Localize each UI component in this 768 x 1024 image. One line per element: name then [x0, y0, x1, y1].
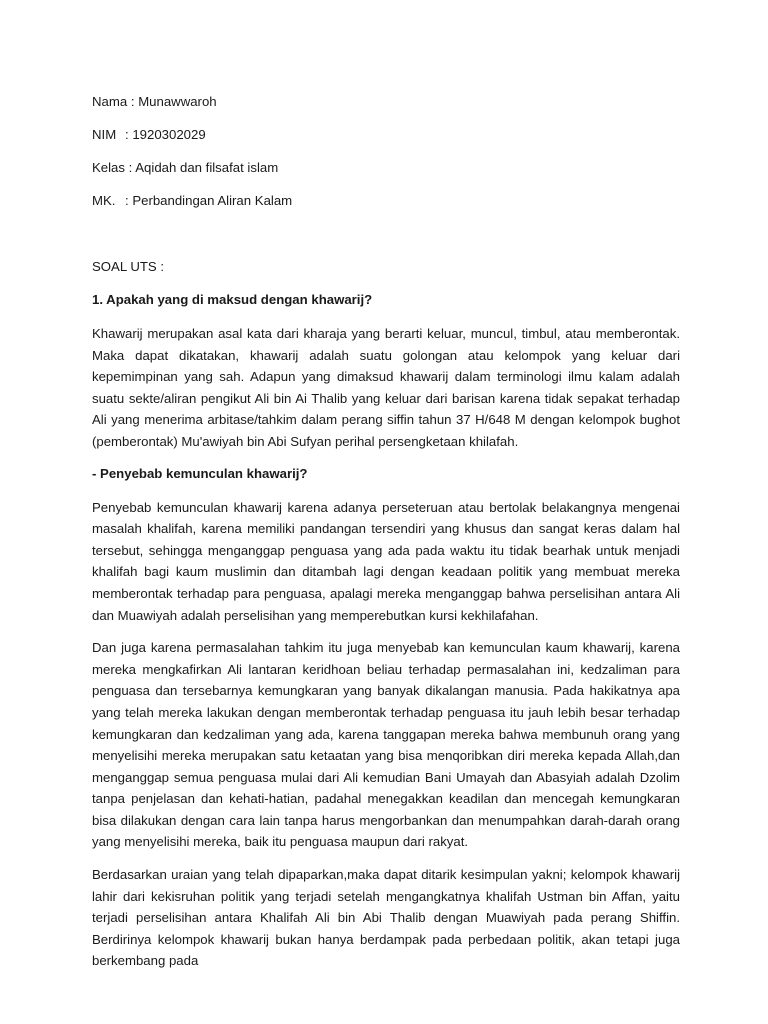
mk-label: MK.	[92, 193, 116, 208]
body-paragraph: Penyebab kemunculan khawarij karena adanya perseteruan atau bertolak belakangnya mengenai masalah khalifah, karena memiliki pandangan tersendiri yang khusus dan sangat keras dalam hal tersebut, sehingga menganggap penguasa yang ada pada waktu itu tidak bearhak untuk menjadi khalifah bagi kaum muslimin dan ditambah lagi dengan keadaan politik yang membuat mereka memberontak terhadap para penguasa, apalagi mereka menganggap bahwa perselisihan antara Ali dan Muawiyah adalah perselisihan yang memperebutkan kursi kekhilafahan.	[92, 499, 680, 623]
nim-value: : 1920302029	[125, 127, 206, 142]
nama-line	[92, 92, 680, 112]
kelas-value: Aqidah dan filsafat islam	[135, 160, 279, 175]
question-heading: 1. Apakah yang di maksud dengan khawarij?	[92, 292, 373, 307]
subheading: - Penyebab kemunculan khawarij?	[92, 465, 308, 481]
nim-line	[92, 125, 680, 145]
mk-value: : Perbandingan Aliran Kalam	[125, 193, 293, 208]
kelas-line	[92, 158, 680, 178]
document-page	[92, 92, 680, 983]
nama-value: Munawwaroh	[138, 94, 217, 109]
body-paragraph: Dan juga karena permasalahan tahkim itu juga menyebab kan kemunculan kaum khawarij, karena mereka mengkafirkan Ali lantaran keridhoan beliau terhadap permasalahan ini, kedzaliman para penguasa dan tersebarnya kemungkaran yang banyak dikalangan manusia. Pada hakikatnya apa yang telah mereka lakukan dengan memberontak terhadap penguasa itu jauh lebih besar terhadap kemungkaran dan kedzaliman yang ada, karena tanggapan mereka bahwa membunuh orang yang menyelisihi mereka merupakan satu ketaatan yang bisa menqoribkan diri mereka kepada Allah,dan menganggap semua penguasa mulai dari Ali kemudian Bani Umayah dan Abasyiah adalah Dzolim tanpa penjelasan dan kehati-hatian, padahal menegakkan keadilan dan mencegah kemungkaran bisa dilakukan dengan cara lain tanpa harus mengorbankan dan menumpahkan darah-darah orang yang menyelisihi mereka, baik itu penguasa maupun dari rakyat.	[92, 640, 680, 850]
answer-paragraph: Khawarij merupakan asal kata dari kharaja yang berarti keluar, muncul, timbul, atau memberontak. Maka dapat dikatakan, khawarij adalah suatu golongan atau kelompok yang keluar dari kepemimpinan yang sah. Adapun yang dimaksud khawarij dalam terminologi ilmu kalam adalah suatu sekte/aliran pengikut Ali bin Ai Thalib yang keluar dari barisan karena tidak sepakat terhadap Ali yang menerima arbitase/tahkim dalam perang siffin tahun 37 H/648 M dengan kelompok bughot (pemberontak) Mu'awiyah bin Abi Sufyan perihal persengketaan khilafah.	[92, 326, 680, 449]
spacer	[92, 224, 680, 257]
soal-title: SOAL UTS :	[92, 259, 165, 274]
nama-label: Nama :	[92, 94, 135, 109]
mk-line	[92, 191, 680, 211]
kelas-label: Kelas :	[92, 160, 133, 175]
nim-label: NIM	[92, 127, 117, 142]
body-paragraph: Berdasarkan uraian yang telah dipaparkan,maka dapat ditarik kesimpulan yakni; kelompok khawarij lahir dari kekisruhan politik yang terjadi setelah mengangkatnya khalifah Ustman bin Affan, yaitu terjadi perselisihan antara Khalifah Ali bin Abi Thalib dengan Muawiyah pada perang Shiffin. Berdirinya kelompok khawarij bukan hanya berdampak pada perbedaan politik, akan tetapi juga berkembang pada	[92, 867, 680, 969]
